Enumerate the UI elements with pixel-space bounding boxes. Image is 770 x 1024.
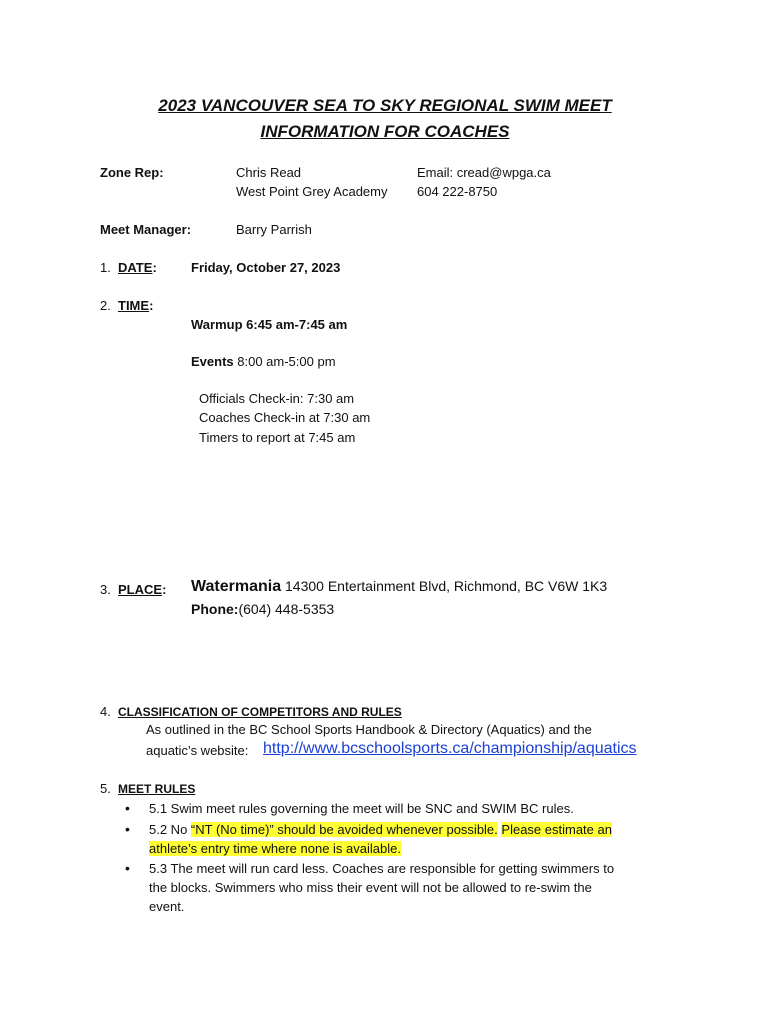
place-section-number: 3. (100, 582, 111, 597)
date-section-number: 1. (100, 260, 111, 275)
time-section-number: 2. (100, 298, 111, 313)
events-label: Events (191, 354, 234, 369)
events-time (191, 354, 336, 369)
classification-section-number: 4. (100, 704, 111, 719)
events-value: 8:00 am-5:00 pm (233, 354, 336, 369)
classification-heading: CLASSIFICATION OF COMPETITORS AND RULES (118, 705, 402, 719)
rule-5-3-line-3: event. (149, 899, 185, 914)
title-line-1: 2023 VANCOUVER SEA TO SKY REGIONAL SWIM MEET (158, 96, 612, 115)
meet-rules-section-number: 5. (100, 781, 111, 796)
phone-label: Phone: (191, 601, 239, 617)
place-heading (118, 582, 166, 597)
zone-rep-org: West Point Grey Academy (236, 184, 388, 199)
coaches-checkin: Coaches Check-in at 7:30 am (199, 410, 371, 425)
place-phone-line (191, 601, 334, 617)
zone-rep-label: Zone Rep: (100, 165, 164, 180)
meet-manager-name: Barry Parrish (236, 222, 312, 237)
place-colon: : (162, 582, 167, 597)
place-venue-line (191, 578, 607, 596)
time-colon: : (149, 298, 154, 313)
zone-rep-email[interactable]: Email: cread@wpga.ca (417, 165, 551, 180)
title-line-2: INFORMATION FOR COACHES (260, 122, 510, 141)
rule-5-2-highlight-2a: Please estimate an (501, 822, 612, 837)
bullet-icon: • (125, 821, 130, 837)
date-heading (118, 260, 157, 275)
rule-5-2-line-1 (149, 822, 612, 837)
date-label: DATE (118, 260, 153, 275)
rule-5-3-line-1: 5.3 The meet will run card less. Coaches are responsible for getting swimmers to (149, 861, 615, 876)
rule-5-2-highlight-1: “NT (No time)” should be avoided whenever possible. (190, 822, 498, 837)
bullet-icon: • (125, 800, 130, 816)
rule-5-2-line-2 (149, 841, 401, 856)
classification-line-1: As outlined in the BC School Sports Handbook & Directory (Aquatics) and the (146, 722, 592, 737)
rule-5-1: 5.1 Swim meet rules governing the meet will be SNC and SWIM BC rules. (149, 801, 574, 816)
zone-rep-phone: 604 222-8750 (417, 184, 498, 199)
phone-value: (604) 448-5353 (238, 601, 335, 617)
venue-name: Watermania (191, 578, 282, 595)
timers-report: Timers to report at 7:45 am (199, 430, 356, 445)
time-label: TIME (118, 298, 150, 313)
rule-5-2-highlight-2b: athlete’s entry time where none is available. (149, 841, 401, 856)
aquatics-website-link[interactable]: http://www.bcschoolsports.ca/championship/aquatics (263, 740, 637, 757)
rule-5-2-prefix: 5.2 No (149, 822, 191, 837)
meet-rules-heading: MEET RULES (118, 782, 196, 796)
classification-line-2: aquatic’s website: (146, 743, 249, 758)
venue-address: 14300 Entertainment Blvd, Richmond, BC V6W 1K3 (281, 578, 608, 594)
place-label: PLACE (118, 582, 163, 597)
date-colon: : (152, 260, 157, 275)
date-value: Friday, October 27, 2023 (191, 260, 341, 275)
bullet-icon: • (125, 860, 130, 876)
officials-checkin: Officials Check-in: 7:30 am (199, 391, 355, 406)
warmup-time: Warmup 6:45 am-7:45 am (191, 317, 348, 332)
time-heading (118, 298, 153, 313)
rule-5-3-line-2: the blocks. Swimmers who miss their event will not be allowed to re-swim the (149, 880, 592, 895)
meet-manager-label: Meet Manager: (100, 222, 192, 237)
zone-rep-name: Chris Read (236, 165, 302, 180)
